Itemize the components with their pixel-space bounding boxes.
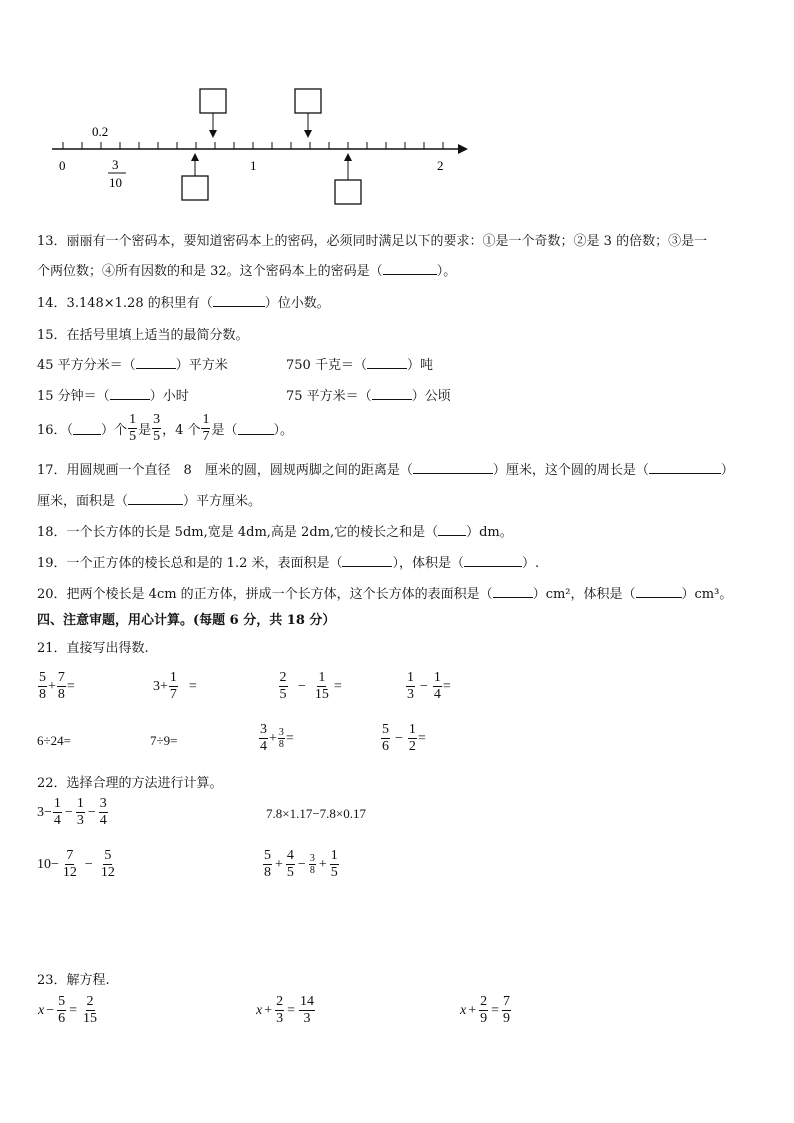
tick-label-1: 1 xyxy=(250,158,257,173)
q22-expr-3: 10− $\frac{7}{12}$ − $\frac{5}{12}$ xyxy=(37,848,115,881)
q21-expr-7: $\frac{3}{4}$ + $\frac{3}{8}$ = xyxy=(260,722,294,755)
tick-label-0: 0 xyxy=(59,158,66,173)
frac-denominator: 10 xyxy=(109,175,122,190)
answer-blank[interactable] xyxy=(128,493,183,505)
frac-numerator: 3 xyxy=(112,157,119,172)
q15-r2-right: 75 平方米＝（ ）公顷 xyxy=(286,389,451,404)
q22-expr-1: 3− $\frac{1}{4}$ − $\frac{1}{3}$ − $\frac{3}{4}$ xyxy=(37,796,107,829)
label-0.2: 0.2 xyxy=(92,124,109,139)
q22-expr-2: 7.8×1.17−7.8×0.17 xyxy=(266,806,366,821)
answer-blank[interactable] xyxy=(73,423,101,435)
answer-blank[interactable] xyxy=(136,357,176,369)
answer-blank[interactable] xyxy=(438,524,466,536)
q23-equation-1: x − $\frac{5}{6}$ = $\frac{2}{15}$ xyxy=(38,994,98,1027)
answer-box[interactable] xyxy=(182,176,208,200)
q13-line1: 13．丽丽有一个密码本，要知道密码本上的密码，必须同时满足以下的要求：①是一个奇数；②是 3 的倍数；③是一 xyxy=(37,234,708,249)
answer-blank[interactable] xyxy=(493,586,533,598)
q23-title: 23．解方程. xyxy=(37,973,110,988)
number-line-figure xyxy=(0,80,794,210)
q15-r1-left: 45 平方分米＝（ ）平方米 xyxy=(37,358,228,373)
q21-expr-4: $\frac{1}{3}$ − $\frac{1}{4}$ = xyxy=(407,670,451,703)
q21-title: 21．直接写出得数. xyxy=(37,641,149,656)
answer-blank[interactable] xyxy=(238,423,274,435)
q23-equation-2: x + $\frac{2}{3}$ = $\frac{14}{3}$ xyxy=(256,994,315,1027)
q18: 18．一个长方体的长是 5dm,宽是 4dm,高是 2dm,它的棱长之和是（ ）dm。 xyxy=(37,525,513,540)
q15-r2-left: 15 分钟＝（ ）小时 xyxy=(37,389,189,404)
q16: 16．（ ）个 $\frac{1}{5}$ 是 $\frac{3}{5}$ ，4 个 $\frac{1}{7}$ 是（ ）。 xyxy=(37,412,294,445)
q21-expr-3: $\frac{2}{5}$ − $\frac{1}{15}$ = xyxy=(279,670,342,703)
answer-box[interactable] xyxy=(295,89,321,113)
answer-box[interactable] xyxy=(200,89,226,113)
answer-blank[interactable] xyxy=(636,586,682,598)
q20: 20．把两个棱长是 4cm 的正方体，拼成一个长方体，这个长方体的表面积是（ ）cm²，体积是（ ）cm³。 xyxy=(37,587,733,602)
q22-title: 22．选择合理的方法进行计算。 xyxy=(37,776,223,791)
tick-label-2: 2 xyxy=(437,158,444,173)
answer-blank[interactable] xyxy=(110,388,150,400)
q14: 14．3.148×1.28 的积里有（ ）位小数。 xyxy=(37,296,330,311)
section-4-heading: 四、注意审题，用心计算。(每题 6 分，共 18 分） xyxy=(37,613,336,628)
q22-expr-4: $\frac{5}{8}$ + $\frac{4}{5}$ − $\frac{3}{8}$ + $\frac{1}{5}$ xyxy=(264,848,338,881)
q15-r1-right: 750 千克＝（ ）吨 xyxy=(286,358,433,373)
q21-expr-1: $\frac{5}{8}$ + $\frac{7}{8}$ = xyxy=(39,670,75,703)
answer-blank[interactable] xyxy=(372,388,412,400)
q21-expr-8: $\frac{5}{6}$ − $\frac{1}{2}$ = xyxy=(382,722,426,755)
answer-blank[interactable] xyxy=(413,462,493,474)
q23-equation-3: x + $\frac{2}{9}$ = $\frac{7}{9}$ xyxy=(460,994,511,1027)
q21-expr-5: 6÷24= xyxy=(37,733,71,748)
q21-expr-6: 7÷9= xyxy=(150,733,178,748)
answer-box[interactable] xyxy=(335,180,361,204)
q17-line2: 厘米，面积是（ ）平方厘米。 xyxy=(37,494,262,509)
answer-blank[interactable] xyxy=(367,357,407,369)
q17-line1: 17．用圆规画一个直径 8 厘米的圆，圆规两脚之间的距离是（ ）厘米，这个圆的周长是（ ） xyxy=(37,463,734,478)
answer-blank[interactable] xyxy=(383,263,437,275)
q15-title: 15．在括号里填上适当的最简分数。 xyxy=(37,328,249,343)
q21-expr-2: 3+ $\frac{1}{7}$ = xyxy=(153,670,197,703)
q19: 19．一个正方体的棱长总和是的 1.2 米，表面积是（ ），体积是（ ）. xyxy=(37,556,540,571)
answer-blank[interactable] xyxy=(213,295,265,307)
answer-blank[interactable] xyxy=(342,555,392,567)
answer-blank[interactable] xyxy=(464,555,522,567)
q13-line2: 个两位数；④所有因数的和是 32。这个密码本上的密码是（ ）。 xyxy=(37,264,457,279)
answer-blank[interactable] xyxy=(649,462,721,474)
